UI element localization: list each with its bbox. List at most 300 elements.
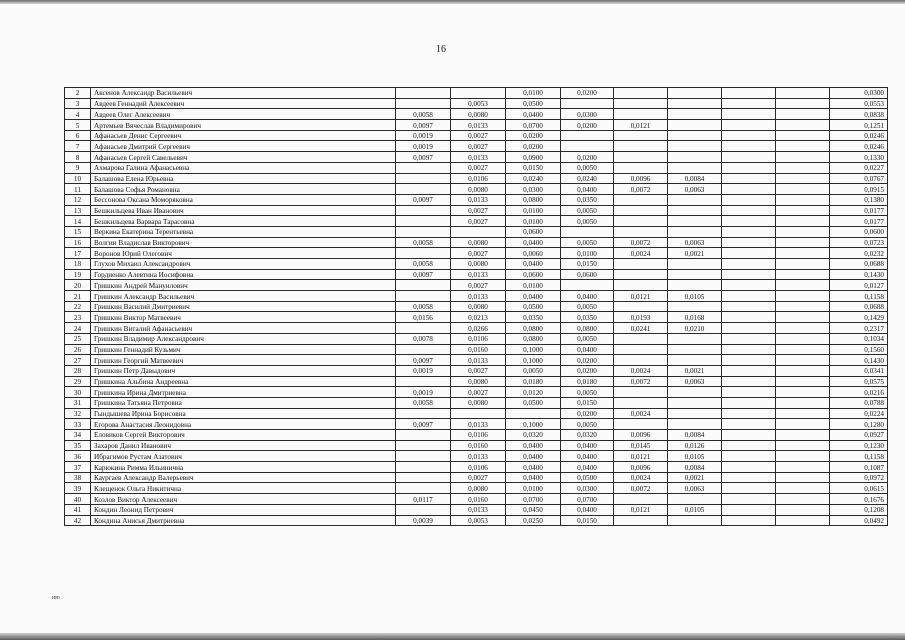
share-value-cell	[722, 323, 776, 334]
share-table-body	[65, 88, 888, 526]
share-total-cell: 0,1676	[830, 494, 888, 505]
share-value-cell: 0,0080	[451, 483, 506, 494]
row-number: 26	[65, 344, 91, 355]
share-value-cell: 0,0100	[506, 483, 561, 494]
share-value-cell	[396, 483, 451, 494]
share-value-cell	[396, 184, 451, 195]
row-number: 42	[65, 515, 91, 526]
share-value-cell: 0,0027	[451, 280, 506, 291]
share-value-cell	[668, 130, 722, 141]
share-value-cell	[722, 365, 776, 376]
share-value-cell	[396, 504, 451, 515]
share-value-cell: 0,0133	[451, 152, 506, 163]
share-value-cell: 0,0105	[668, 451, 722, 462]
table-row	[65, 194, 888, 205]
share-value-cell	[668, 301, 722, 312]
share-total-cell: 0,0553	[830, 98, 888, 109]
share-value-cell	[776, 408, 830, 419]
table-row	[65, 355, 888, 366]
share-value-cell	[396, 162, 451, 173]
share-value-cell: 0,0053	[451, 515, 506, 526]
share-value-cell	[614, 355, 668, 366]
share-value-cell	[722, 301, 776, 312]
person-name: Ибрагимов Рустам Азатович	[91, 451, 396, 462]
share-total-cell: 0,1208	[830, 504, 888, 515]
share-value-cell: 0,0200	[561, 88, 614, 99]
share-value-cell: 0,0400	[506, 440, 561, 451]
table-row	[65, 483, 888, 494]
share-value-cell	[396, 451, 451, 462]
share-total-cell: 0,1330	[830, 152, 888, 163]
share-value-cell	[722, 248, 776, 259]
share-total-cell: 0,1429	[830, 312, 888, 323]
row-number: 9	[65, 162, 91, 173]
share-value-cell: 0,0193	[614, 312, 668, 323]
share-value-cell	[668, 397, 722, 408]
share-value-cell: 0,0400	[561, 504, 614, 515]
share-value-cell	[451, 88, 506, 99]
share-value-cell	[776, 237, 830, 248]
share-value-cell: 0,0078	[396, 333, 451, 344]
share-value-cell	[776, 248, 830, 259]
share-value-cell: 0,0100	[561, 248, 614, 259]
share-value-cell: 0,0500	[506, 98, 561, 109]
table-row	[65, 120, 888, 131]
share-value-cell	[776, 355, 830, 366]
share-value-cell: 0,0050	[561, 205, 614, 216]
share-value-cell: 0,0700	[561, 494, 614, 505]
person-name: Воронов Юрий Олегович	[91, 248, 396, 259]
share-value-cell: 0,0100	[506, 216, 561, 227]
share-value-cell: 0,0058	[396, 109, 451, 120]
share-total-cell: 0,0927	[830, 430, 888, 441]
share-value-cell	[668, 269, 722, 280]
share-value-cell	[776, 109, 830, 120]
share-value-cell	[614, 226, 668, 237]
share-value-cell: 0,0400	[561, 451, 614, 462]
table-row	[65, 344, 888, 355]
table-row	[65, 462, 888, 473]
share-value-cell: 0,0100	[506, 205, 561, 216]
share-value-cell: 0,0072	[614, 237, 668, 248]
share-value-cell: 0,0400	[506, 462, 561, 473]
share-value-cell: 0,0027	[451, 130, 506, 141]
share-value-cell	[776, 451, 830, 462]
table-row	[65, 280, 888, 291]
share-value-cell: 0,0450	[506, 504, 561, 515]
share-value-cell	[668, 515, 722, 526]
share-value-cell	[722, 430, 776, 441]
share-value-cell: 0,0800	[506, 194, 561, 205]
share-value-cell: 0,0156	[396, 312, 451, 323]
share-value-cell	[776, 152, 830, 163]
share-value-cell: 0,0133	[451, 451, 506, 462]
share-value-cell: 0,0063	[668, 483, 722, 494]
share-value-cell	[722, 259, 776, 270]
share-value-cell: 0,0024	[614, 365, 668, 376]
person-name: Афанасьев Денис Сергеевич	[91, 130, 396, 141]
row-number: 27	[65, 355, 91, 366]
share-value-cell	[776, 515, 830, 526]
share-value-cell: 0,0021	[668, 365, 722, 376]
share-value-cell	[776, 472, 830, 483]
share-value-cell	[396, 173, 451, 184]
share-value-cell	[776, 120, 830, 131]
share-total-cell: 0,0246	[830, 130, 888, 141]
row-number: 17	[65, 248, 91, 259]
share-value-cell	[396, 98, 451, 109]
row-number: 8	[65, 152, 91, 163]
table-row	[65, 173, 888, 184]
person-name: Гришкин Виталий Афанасьевич	[91, 323, 396, 334]
share-total-cell: 0,0127	[830, 280, 888, 291]
person-name: Каургаев Александр Валерьевич	[91, 472, 396, 483]
share-value-cell: 0,0500	[561, 472, 614, 483]
table-row	[65, 387, 888, 398]
share-value-cell: 0,0400	[561, 462, 614, 473]
share-value-cell: 0,0168	[668, 312, 722, 323]
share-value-cell: 0,0027	[451, 365, 506, 376]
share-value-cell	[722, 419, 776, 430]
share-value-cell: 0,0105	[668, 504, 722, 515]
share-value-cell: 0,0058	[396, 259, 451, 270]
person-name: Глухов Михаил Александрович	[91, 259, 396, 270]
share-value-cell	[668, 226, 722, 237]
share-value-cell	[561, 98, 614, 109]
share-value-cell: 0,0210	[668, 323, 722, 334]
row-number: 19	[65, 269, 91, 280]
person-name: Гришкин Геннадий Кузьмич	[91, 344, 396, 355]
table-row	[65, 408, 888, 419]
share-value-cell	[722, 344, 776, 355]
share-value-cell	[722, 216, 776, 227]
share-total-cell: 0,0723	[830, 237, 888, 248]
share-value-cell	[776, 291, 830, 302]
share-total-cell: 0,1034	[830, 333, 888, 344]
table-row	[65, 472, 888, 483]
share-value-cell	[722, 141, 776, 152]
table-row	[65, 430, 888, 441]
share-value-cell	[614, 494, 668, 505]
scan-edge-bottom	[0, 633, 905, 640]
share-value-cell	[722, 494, 776, 505]
table-row	[65, 269, 888, 280]
share-value-cell: 0,0097	[396, 269, 451, 280]
share-value-cell	[776, 376, 830, 387]
share-value-cell: 0,0072	[614, 376, 668, 387]
share-value-cell: 0,0080	[451, 301, 506, 312]
share-value-cell	[614, 205, 668, 216]
share-value-cell	[668, 162, 722, 173]
share-value-cell	[396, 344, 451, 355]
table-row	[65, 333, 888, 344]
share-value-cell	[396, 408, 451, 419]
row-number: 6	[65, 130, 91, 141]
share-value-cell: 0,0100	[506, 88, 561, 99]
share-value-cell: 0,0200	[561, 152, 614, 163]
share-value-cell	[776, 205, 830, 216]
share-value-cell	[614, 280, 668, 291]
share-total-cell: 0,2317	[830, 323, 888, 334]
share-value-cell	[776, 323, 830, 334]
row-number: 38	[65, 472, 91, 483]
share-value-cell	[614, 130, 668, 141]
share-value-cell: 0,0200	[561, 355, 614, 366]
share-value-cell	[668, 280, 722, 291]
share-value-cell: 0,0120	[506, 387, 561, 398]
share-value-cell	[722, 237, 776, 248]
share-value-cell: 0,0050	[506, 365, 561, 376]
table-row	[65, 259, 888, 270]
row-number: 16	[65, 237, 91, 248]
person-name: Аксенов Александр Васильевич	[91, 88, 396, 99]
share-value-cell	[776, 333, 830, 344]
share-value-cell: 0,0027	[451, 472, 506, 483]
share-value-cell: 0,0400	[506, 291, 561, 302]
share-value-cell	[396, 291, 451, 302]
share-value-cell: 0,0106	[451, 173, 506, 184]
share-value-cell: 0,0800	[506, 323, 561, 334]
person-name: Гришкин Андрей Мануилович	[91, 280, 396, 291]
row-number: 30	[65, 387, 91, 398]
person-name: Авдеев Геннадий Алексеевич	[91, 98, 396, 109]
person-name: Гришкин Василий Дмитриевич	[91, 301, 396, 312]
share-value-cell	[776, 280, 830, 291]
table-row	[65, 323, 888, 334]
share-value-cell	[396, 216, 451, 227]
share-value-cell	[668, 355, 722, 366]
share-value-cell	[668, 333, 722, 344]
row-number: 5	[65, 120, 91, 131]
share-value-cell	[722, 515, 776, 526]
share-value-cell	[776, 226, 830, 237]
share-value-cell	[722, 184, 776, 195]
share-value-cell	[614, 98, 668, 109]
person-name: Гордиенко Алевтина Иосифовна	[91, 269, 396, 280]
share-value-cell: 0,0084	[668, 462, 722, 473]
person-name: Кондин Леонид Петрович	[91, 504, 396, 515]
share-value-cell: 0,0039	[396, 515, 451, 526]
share-value-cell: 0,0400	[506, 237, 561, 248]
share-value-cell	[776, 365, 830, 376]
share-total-cell: 0,0246	[830, 141, 888, 152]
share-value-cell: 0,0097	[396, 355, 451, 366]
row-number: 15	[65, 226, 91, 237]
person-name: Гришкина Татьяна Петровна	[91, 397, 396, 408]
share-value-cell	[668, 344, 722, 355]
share-value-cell: 0,0700	[506, 494, 561, 505]
share-value-cell	[776, 184, 830, 195]
share-value-cell: 0,0080	[451, 237, 506, 248]
share-value-cell: 0,0050	[561, 419, 614, 430]
share-value-cell: 0,0106	[451, 430, 506, 441]
share-value-cell	[722, 120, 776, 131]
row-number: 18	[65, 259, 91, 270]
share-value-cell	[776, 419, 830, 430]
share-value-cell: 0,0096	[614, 462, 668, 473]
share-total-cell: 0,1251	[830, 120, 888, 131]
share-value-cell	[722, 440, 776, 451]
share-value-cell	[722, 152, 776, 163]
share-value-cell: 0,0021	[668, 472, 722, 483]
share-value-cell	[396, 248, 451, 259]
table-row	[65, 291, 888, 302]
table-row	[65, 515, 888, 526]
table-row	[65, 88, 888, 99]
share-value-cell: 0,0027	[451, 248, 506, 259]
share-value-cell: 0,0097	[396, 194, 451, 205]
share-value-cell	[722, 333, 776, 344]
person-name: Клещенок Ольга Никитична	[91, 483, 396, 494]
share-value-cell	[722, 269, 776, 280]
share-value-cell: 0,0024	[614, 472, 668, 483]
share-value-cell	[614, 344, 668, 355]
share-value-cell	[396, 472, 451, 483]
share-value-cell: 0,0300	[561, 483, 614, 494]
share-value-cell: 0,0096	[614, 173, 668, 184]
person-name: Балашова Елена Юрьевна	[91, 173, 396, 184]
share-value-cell: 0,0133	[451, 194, 506, 205]
share-value-cell: 0,0121	[614, 504, 668, 515]
share-value-cell	[722, 387, 776, 398]
share-value-cell	[722, 280, 776, 291]
share-value-cell	[614, 333, 668, 344]
person-name: Афанасьев Дмитрий Сергеевич	[91, 141, 396, 152]
row-number: 11	[65, 184, 91, 195]
share-value-cell	[776, 130, 830, 141]
share-total-cell: 0,0838	[830, 109, 888, 120]
person-name: Бешкильцева Иван Иванович	[91, 205, 396, 216]
person-name: Гындышева Ирина Борисовна	[91, 408, 396, 419]
share-value-cell	[722, 472, 776, 483]
table-row	[65, 152, 888, 163]
share-value-cell: 0,0050	[561, 237, 614, 248]
share-value-cell: 0,0053	[451, 98, 506, 109]
share-value-cell	[614, 152, 668, 163]
share-value-cell	[776, 504, 830, 515]
share-value-cell	[396, 430, 451, 441]
share-value-cell	[451, 226, 506, 237]
share-total-cell: 0,1158	[830, 451, 888, 462]
share-value-cell	[722, 483, 776, 494]
share-value-cell: 0,0500	[506, 397, 561, 408]
share-value-cell	[561, 130, 614, 141]
share-value-cell	[776, 312, 830, 323]
person-name: Еловиков Сергей Викторович	[91, 430, 396, 441]
table-row	[65, 216, 888, 227]
share-value-cell: 0,0133	[451, 120, 506, 131]
share-value-cell: 0,1000	[506, 344, 561, 355]
share-value-cell: 0,0240	[561, 173, 614, 184]
share-value-cell	[776, 430, 830, 441]
share-value-cell: 0,0400	[506, 451, 561, 462]
share-value-cell: 0,0133	[451, 291, 506, 302]
share-value-cell: 0,0080	[451, 376, 506, 387]
share-total-cell: 0,1380	[830, 194, 888, 205]
row-number: 25	[65, 333, 91, 344]
share-value-cell: 0,0121	[614, 120, 668, 131]
share-value-cell	[776, 344, 830, 355]
share-total-cell: 0,0492	[830, 515, 888, 526]
table-row	[65, 98, 888, 109]
share-value-cell: 0,0100	[506, 280, 561, 291]
row-number: 13	[65, 205, 91, 216]
table-row	[65, 504, 888, 515]
person-name: Афанасьев Сергей Савельевич	[91, 152, 396, 163]
share-value-cell: 0,0133	[451, 355, 506, 366]
share-total-cell: 0,0615	[830, 483, 888, 494]
share-value-cell	[668, 408, 722, 419]
share-value-cell	[722, 408, 776, 419]
person-name: Гришкин Владимир Александрович	[91, 333, 396, 344]
share-value-cell	[668, 419, 722, 430]
share-value-cell: 0,0240	[506, 173, 561, 184]
share-total-cell: 0,0224	[830, 408, 888, 419]
share-value-cell	[614, 194, 668, 205]
share-value-cell: 0,0200	[561, 120, 614, 131]
share-total-cell: 0,1158	[830, 291, 888, 302]
share-value-cell: 0,0072	[614, 483, 668, 494]
share-value-cell	[776, 397, 830, 408]
share-value-cell: 0,0024	[614, 248, 668, 259]
share-value-cell	[451, 408, 506, 419]
share-value-cell: 0,0121	[614, 451, 668, 462]
share-value-cell: 0,0058	[396, 397, 451, 408]
share-value-cell: 0,0180	[561, 376, 614, 387]
share-value-cell: 0,0121	[614, 291, 668, 302]
table-row	[65, 109, 888, 120]
share-value-cell: 0,0150	[506, 162, 561, 173]
share-value-cell: 0,0800	[561, 323, 614, 334]
row-number: 21	[65, 291, 91, 302]
share-total-cell: 0,0972	[830, 472, 888, 483]
row-number: 29	[65, 376, 91, 387]
table-row	[65, 184, 888, 195]
share-value-cell: 0,0084	[668, 173, 722, 184]
share-value-cell	[396, 323, 451, 334]
table-row	[65, 301, 888, 312]
share-value-cell: 0,0600	[506, 269, 561, 280]
table-row	[65, 130, 888, 141]
share-value-cell: 0,0096	[614, 430, 668, 441]
share-value-cell: 0,0106	[451, 333, 506, 344]
share-value-cell	[668, 387, 722, 398]
person-name: Волгин Владислав Викторович	[91, 237, 396, 248]
share-value-cell: 0,0050	[561, 387, 614, 398]
share-value-cell	[776, 269, 830, 280]
share-value-cell	[668, 141, 722, 152]
share-value-cell	[722, 462, 776, 473]
share-value-cell: 0,0700	[506, 120, 561, 131]
share-value-cell	[776, 301, 830, 312]
share-total-cell: 0,1280	[830, 419, 888, 430]
share-total-cell: 0,0232	[830, 248, 888, 259]
share-value-cell	[776, 194, 830, 205]
share-value-cell: 0,0150	[561, 515, 614, 526]
table-row	[65, 226, 888, 237]
share-total-cell: 0,0575	[830, 376, 888, 387]
share-value-cell: 0,0160	[451, 494, 506, 505]
share-value-cell: 0,0106	[451, 462, 506, 473]
person-name: Гришкин Виктор Матвеевич	[91, 312, 396, 323]
share-value-cell: 0,0072	[614, 184, 668, 195]
share-value-cell: 0,0021	[668, 248, 722, 259]
share-value-cell	[722, 226, 776, 237]
share-value-cell	[396, 226, 451, 237]
share-value-cell	[776, 141, 830, 152]
share-value-cell	[776, 440, 830, 451]
share-value-cell: 0,0019	[396, 387, 451, 398]
